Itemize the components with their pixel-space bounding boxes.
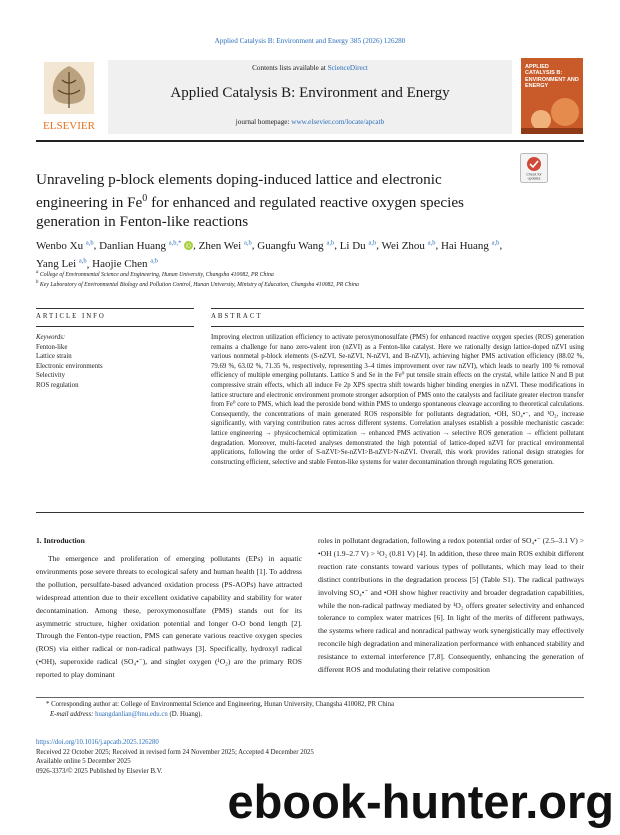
article-title: Unraveling p-block elements doping-induced lattice and electronic engineering in Fe$^0$ for enhanced and regulated reactive oxygen species generation in Fenton-like reactions: [36, 171, 464, 231]
affiliation-a: $^a$ College of Environmental Science and Engineering, Hunan University, Changsha 410082, PR China: [36, 270, 274, 278]
abstract-rule: [211, 308, 584, 309]
header-rule: [36, 140, 584, 142]
check-for-updates-badge[interactable]: [520, 153, 548, 183]
author[interactable]: Wenbo Xu $^{a,b}$: [36, 239, 94, 252]
author[interactable]: Zhen Wei $^{a,b}$: [198, 239, 252, 252]
orcid-icon[interactable]: [184, 241, 193, 250]
cover-title: APPLIED CATALYSIS B: ENVIRONMENT AND ENERGY: [525, 64, 579, 89]
keyword: Selectivity: [36, 372, 66, 379]
journal-cover: [521, 58, 583, 134]
watermark: [120, 770, 620, 830]
author[interactable]: Hai Huang $^{a,b}$: [440, 239, 500, 252]
author[interactable]: Guangfu Wang $^{a,b}$: [257, 239, 335, 252]
publication-info: https://doi.org/10.1016/j.apcatb.2025.126280 Received 22 October 2025; Received in revised form 24 November 2025; Accepted 4 December 2025 Available online 5 December 2025 0926-3373/© 2025 Published by Elsevier B.V.: [36, 738, 584, 776]
contents-line: Contents lists available at ScienceDirect: [252, 64, 368, 72]
running-header[interactable]: Applied Catalysis B: Environment and Energy 385 (2026) 126280: [214, 37, 406, 45]
doi-link[interactable]: https://doi.org/10.1016/j.apcatb.2025.126280: [36, 739, 159, 746]
cover-artwork: [521, 94, 583, 134]
keywords-label: Keywords:: [36, 334, 66, 341]
keyword: ROS regulation: [36, 381, 79, 389]
svg-text:ebook-hunter.org: ebook-hunter.org: [227, 775, 614, 828]
introduction-heading: 1. Introduction: [36, 536, 85, 545]
journal-homepage: journal homepage: www.elsevier.com/locate/apcatb: [235, 118, 385, 126]
affiliation-b: $^b$ Key Laboratory of Environmental Biology and Pollution Control, Hunan University, Ministry of Education, Changsha 410082, PR China: [36, 280, 359, 288]
author[interactable]: Li Du $^{a,b}$: [339, 239, 377, 252]
author[interactable]: Yang Lei $^{a,b}$: [36, 257, 87, 271]
svg-text:iD: iD: [186, 243, 192, 250]
keyword: Lattice strain: [36, 353, 72, 360]
corresponding-author-footnote: * Corresponding author at: College of Environmental Science and Engineering, Hunan University, Changsha 410082, PR China E-mail address: huangdanlian@hnu.edu.cn (D. Huang).: [46, 701, 395, 718]
introduction-column-1: The emergence and proliferation of emerging pollutants (EPs) in aquatic environments pose severe threats to ecological safety and human health [1]. To address the pollution, persulfate-based advanced oxidation process (PS-AOPs) have attracted widespread attention due to their excellent oxidative capability and stability for water decontamination. Among these, peroxymonosulfate (PMS) stands out for its asymmetric structure, higher oxidation potential and longer O-O bond length [2]. Through the Fenton-type reaction, PMS can generate various reactive oxygen species (ROS) via either radical or non-radical pathways [3]. Specifically, hydroxyl radical (•OH), superoxide radical (SO₄•⁻), and singlet oxygen (¹O₂) are the primary ROS reported to play dominant: [36, 554, 302, 680]
abstract-text: Improving electron utilization efficiency to activate peroxymonosulfate (PMS) for enhanced reactive oxygen species (ROS) generation remains a challenge for nano zero-valent iron (nZVI) as a Fenton-like catalyst. Here we rationally design lattice-doped nZVI using various nonmetal p-block elements (S-nZVI, Se-nZVI, N-nZVI, and B-nZVI), achieving higher PMS activation efficiency (88.02 %, 79.69 %, 63.02 %, 71.35 %, respectively, representing 3–4 times improvement over raw nZVI), which leads to nearly 100 % removal efficiency of multiple emerging pollutants. Lattice S and Se in the Fe⁰ put tensile strain effects on the crystal, while lattice N and B put compressive strain effects, which all induce Fe 2p XPS spectra shift towards higher binding energies in nZVI. These modifications in lattice structure and electronic environment promote stronger adsorption of PMS onto the catalysts and facilitate greater electron transfer from Fe⁰ core to PMS, which lead the peroxide bond within PMS to undergo spontaneous cleavage according to theoretical calculations. Consequently, the concentrations of main generated ROS responsible for pollutants degradation, •OH, SO₄•⁻, and ¹O₂, increase significantly, with varying contribution rates across different systems. Correlation analyses establish a possible mechanistic cascade: lattice engineering → physicochemical optimization → enhanced PMS activation → selective ROS generation → efficient pollutant degradation. Moreover, multi-faceted analyses demonstrated the high potential of lattice-doped nZVI for practical environmental applications, following the order of S-nZVI>Se-nZVI>B-nZVI>N-nZVI. Overall, this work provides rational design strategies for constructing efficient, selective and stable Fenton-like systems for water decontamination through regulating ROS generation.: [211, 334, 584, 466]
check-for-updates-icon: [520, 153, 548, 183]
author[interactable]: Danlian Huang $^{a,b,*}$: [99, 239, 182, 252]
footnote-rule: [36, 697, 584, 698]
author[interactable]: Wei Zhou $^{a,b}$: [381, 239, 436, 252]
sciencedirect-link[interactable]: ScienceDirect: [327, 64, 368, 72]
journal-title: Applied Catalysis B: Environment and Energy: [170, 85, 450, 101]
svg-text:updates: updates: [527, 176, 541, 181]
abstract-heading: ABSTRACT: [211, 313, 263, 320]
keyword: Fenton-like: [36, 343, 68, 351]
homepage-link[interactable]: www.elsevier.com/locate/apcatb: [291, 118, 385, 126]
introduction-column-2: roles in pollutant degradation, following a redox potential order of SO₄•⁻ (2.5–3.1 V) > •OH (1.9–2.7 V) > ¹O₂ (0.81 V) [4]. In addition, these three main ROS exhibit different reaction rate constants toward various types of pollutants, which may lead to their distinct contributions in the degradation process [5] (Table S1). The radical pathways involving SO₄•⁻ and •OH show higher reactivity and broader degradation capabilities, while the non-radical pathway mediated by ¹O₂ offers greater selectivity and enhanced tolerance to complex water matrices [6]. In light of the merits of different pathways, the systems where radical and nonradical pathway work synergistically may effectively reconcile high degradation and mineralization performance with enhanced stability and resistance to external interference [7,8]. Consequently, enhancing the generation of different ROS and modulating their relative composition: [318, 536, 584, 675]
author-list: Wenbo Xu $^{a,b}$, Danlian Huang $^{a,b,*}$ iD , Zhen Wei $^{a,b}$, Guangfu Wang $^{a,b}$, Li Du $^{a,b}$, Wei Zhou $^{a,b}$, Hai Huang $^{a,b}$, Yang Lei $^{a,b}$, Haojie Chen $^{a,b}$: [36, 239, 503, 271]
article-info-heading: ARTICLE INFO: [36, 313, 106, 320]
abstract-bottom-rule: [36, 512, 584, 513]
elsevier-logo: [36, 58, 102, 134]
article-info-rule-2: [36, 326, 194, 327]
article-info-rule: [36, 308, 194, 309]
svg-text:Check for: Check for: [526, 172, 542, 177]
svg-text:ELSEVIER: ELSEVIER: [43, 120, 95, 132]
keywords: [36, 333, 186, 390]
keyword: Electronic environments: [36, 362, 103, 370]
author[interactable]: Haojie Chen $^{a,b}$: [92, 257, 158, 271]
email-link[interactable]: huangdanlian@hnu.edu.cn: [95, 711, 168, 718]
abstract-rule-2: [211, 326, 584, 327]
